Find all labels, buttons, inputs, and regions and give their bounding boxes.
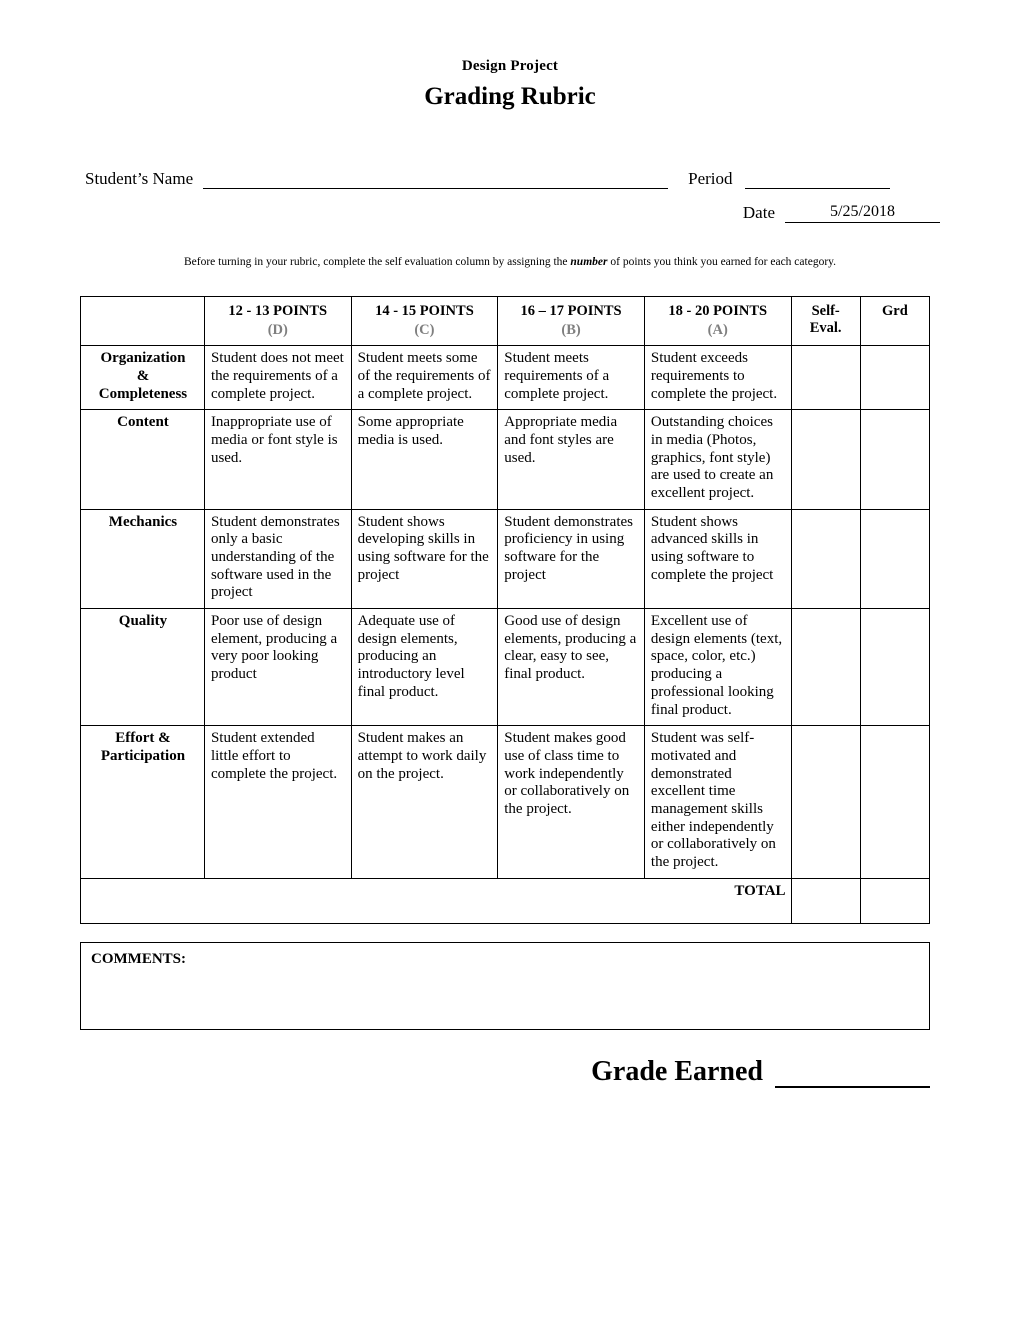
rubric-table bbox=[80, 296, 930, 924]
cell-mechanics-b: Student demonstrates proficiency in using software for the project bbox=[498, 509, 645, 608]
header-points-c-label: 14 - 15 POINTS bbox=[375, 302, 474, 319]
header-self-eval-line2: Eval. bbox=[809, 320, 842, 337]
header-points-a-label: 18 - 20 POINTS bbox=[668, 302, 768, 319]
header-points-a bbox=[644, 296, 791, 345]
grade-earned-input[interactable] bbox=[775, 1058, 930, 1088]
row-category-mechanics: Mechanics bbox=[81, 509, 205, 608]
table-row bbox=[81, 609, 930, 726]
table-row bbox=[81, 726, 930, 879]
total-row bbox=[81, 878, 930, 923]
cell-content-d: Inappropriate use of media or font style is used. bbox=[204, 410, 351, 509]
cell-content-a: Outstanding choices in media (Photos, graphics, font style) are used to create an excellent project. bbox=[644, 410, 791, 509]
table-row bbox=[81, 410, 930, 509]
cell-effort-b: Student makes good use of class time to work independently or collaboratively on the project. bbox=[498, 726, 645, 879]
cell-quality-d: Poor use of design element, producing a very poor looking product bbox=[204, 609, 351, 726]
category-line-3: Completeness bbox=[98, 385, 188, 402]
cell-content-c: Some appropriate media is used. bbox=[351, 410, 498, 509]
cell-organization-a: Student exceeds requirements to complete the project. bbox=[644, 346, 791, 410]
header-points-d bbox=[204, 296, 351, 345]
instruction-part2: of points you think you earned for each category. bbox=[607, 256, 837, 268]
row-category-content: Content bbox=[81, 410, 205, 509]
total-grd[interactable] bbox=[860, 878, 929, 923]
instruction-part1: Before turning in your rubric, complete the self evaluation column by assigning the bbox=[183, 256, 571, 268]
cell-organization-b: Student meets requirements of a complete project. bbox=[498, 346, 645, 410]
grade-earned-row bbox=[80, 1056, 930, 1088]
cell-effort-grd[interactable] bbox=[860, 726, 929, 879]
header-points-b bbox=[498, 296, 645, 345]
date-row bbox=[80, 203, 940, 223]
cell-mechanics-d: Student demonstrates only a basic understanding of the software used in the project bbox=[204, 509, 351, 608]
header-category bbox=[81, 296, 205, 345]
comments-label: COMMENTS: bbox=[91, 950, 186, 967]
cell-quality-b: Good use of design elements, producing a clear, easy to see, final product. bbox=[498, 609, 645, 726]
header-self-eval-line1: Self- bbox=[811, 302, 840, 319]
row-category-effort bbox=[81, 726, 205, 879]
category-line-1: Organization bbox=[100, 350, 186, 367]
cell-mechanics-c: Student shows developing skills in using software for the project bbox=[351, 509, 498, 608]
row-category-organization bbox=[81, 346, 205, 410]
period-input[interactable] bbox=[745, 171, 890, 189]
header-points-a-grade: (A) bbox=[707, 322, 728, 339]
cell-effort-self-eval[interactable] bbox=[791, 726, 860, 879]
row-category-quality: Quality bbox=[81, 609, 205, 726]
instruction-emphasis: number bbox=[570, 256, 608, 268]
cell-organization-self-eval[interactable] bbox=[791, 346, 860, 410]
total-self-eval[interactable] bbox=[791, 878, 860, 923]
cell-organization-d: Student does not meet the requirements of a complete project. bbox=[204, 346, 351, 410]
category-line-1: Effort & bbox=[115, 730, 171, 747]
cell-quality-c: Adequate use of design elements, producing an introductory level final product. bbox=[351, 609, 498, 726]
category-line-2: & bbox=[136, 367, 150, 384]
category-line-2: Participation bbox=[100, 747, 186, 764]
cell-mechanics-a: Student shows advanced skills in using software to complete the project bbox=[644, 509, 791, 608]
header-points-b-label: 16 – 17 POINTS bbox=[520, 302, 622, 319]
cell-effort-a: Student was self-motivated and demonstrated excellent time management skills either independently or collaboratively on the project. bbox=[644, 726, 791, 879]
cell-effort-d: Student extended little effort to complete the project. bbox=[204, 726, 351, 879]
total-label: TOTAL bbox=[81, 878, 792, 923]
period-label: Period bbox=[688, 169, 733, 188]
document-subtitle: Design Project bbox=[461, 58, 559, 74]
date-input[interactable]: 5/25/2018 bbox=[785, 203, 940, 223]
header-grd: Grd bbox=[860, 296, 929, 345]
cell-effort-c: Student makes an attempt to work daily on the project. bbox=[351, 726, 498, 879]
header-points-d-label: 12 - 13 POINTS bbox=[228, 302, 328, 319]
page-title: Grading Rubric bbox=[424, 83, 596, 110]
cell-content-self-eval[interactable] bbox=[791, 410, 860, 509]
header-points-b-grade: (B) bbox=[561, 322, 581, 339]
student-name-row bbox=[80, 169, 940, 189]
header-points-d-grade: (D) bbox=[267, 322, 288, 339]
table-row bbox=[81, 509, 930, 608]
cell-quality-a: Excellent use of design elements (text, space, color, etc.) producing a professional looking final product. bbox=[644, 609, 791, 726]
cell-mechanics-self-eval[interactable] bbox=[791, 509, 860, 608]
table-row bbox=[81, 346, 930, 410]
header-self-eval bbox=[791, 296, 860, 345]
table-header-row bbox=[81, 296, 930, 345]
cell-content-b: Appropriate media and font styles are used. bbox=[498, 410, 645, 509]
grade-earned-label: Grade Earned bbox=[591, 1055, 763, 1087]
student-name-label: Student’s Name bbox=[85, 169, 194, 188]
comments-box[interactable] bbox=[80, 942, 930, 1030]
cell-mechanics-grd[interactable] bbox=[860, 509, 929, 608]
cell-quality-grd[interactable] bbox=[860, 609, 929, 726]
cell-organization-grd[interactable] bbox=[860, 346, 929, 410]
instruction-text bbox=[80, 255, 940, 270]
student-name-input[interactable] bbox=[203, 171, 668, 189]
cell-organization-c: Student meets some of the requirements of a complete project. bbox=[351, 346, 498, 410]
cell-content-grd[interactable] bbox=[860, 410, 929, 509]
header-points-c bbox=[351, 296, 498, 345]
date-label: Date bbox=[742, 203, 775, 222]
cell-quality-self-eval[interactable] bbox=[791, 609, 860, 726]
header-points-c-grade: (C) bbox=[414, 322, 435, 339]
